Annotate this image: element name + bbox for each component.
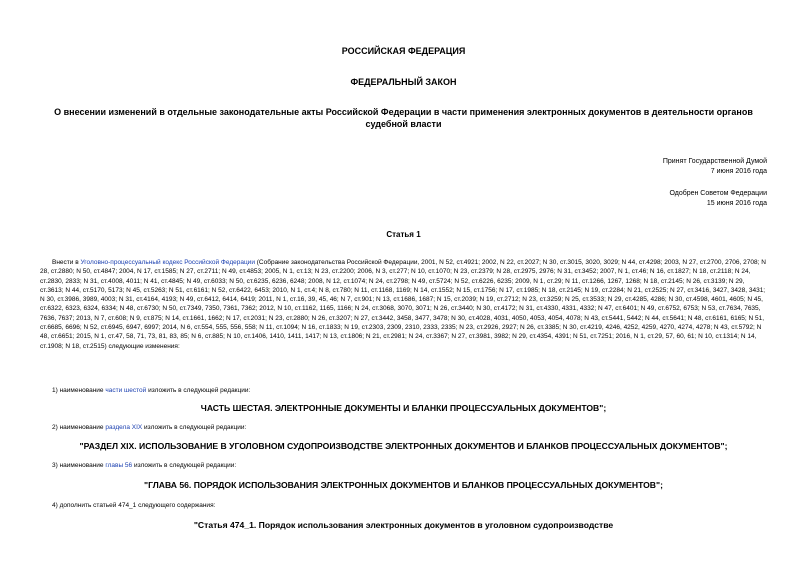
intro-prefix: Внести в [52, 259, 81, 266]
amendment-heading-4: "Статья 474_1. Порядок использования электронных документов в уголовном судопроизводстве [193, 520, 614, 530]
item-3-prefix: 3) наименование [52, 462, 106, 469]
doc-type-heading: ФЕДЕРАЛЬНЫЙ ЗАКОН [350, 77, 457, 87]
adopted-label: Принят Государственной Думой [662, 158, 767, 165]
approved-date: 15 июня 2016 года [706, 200, 767, 207]
approved-label: Одобрен Советом Федерации [669, 190, 767, 197]
adopted-date: 7 июня 2016 года [710, 168, 767, 175]
item-2-prefix: 2) наименование [52, 424, 106, 431]
item-2-suffix: изложить в следующей редакции: [142, 424, 247, 431]
article-title: Статья 1 [386, 230, 421, 239]
article-intro-paragraph [40, 258, 767, 351]
country-heading: РОССИЙСКАЯ ФЕДЕРАЦИЯ [341, 46, 466, 56]
amendment-item-1 [52, 387, 250, 394]
amendment-item-4 [52, 502, 215, 509]
law-title-line-2: судебной власти [365, 119, 442, 129]
criminal-procedure-code-link[interactable]: Уголовно-процессуальный кодекс Российской Федерации [80, 259, 255, 266]
item-3-suffix: изложить в следующей редакции: [132, 462, 237, 469]
amendment-heading-2: "РАЗДЕЛ XIX. ИСПОЛЬЗОВАНИЕ В УГОЛОВНОМ СУДОПРОИЗВОДСТВЕ ЭЛЕКТРОННЫХ ДОКУМЕНТОВ И БЛАНКОВ ПРОЦЕССУАЛЬНЫХ ДОКУМЕНТОВ"; [79, 441, 728, 451]
item-1-prefix: 1) наименование [52, 387, 106, 394]
amendment-heading-3: "ГЛАВА 56. ПОРЯДОК ИСПОЛЬЗОВАНИЯ ЭЛЕКТРОННЫХ ДОКУМЕНТОВ И БЛАНКОВ ПРОЦЕССУАЛЬНЫХ ДОКУМЕНТОВ"; [144, 480, 663, 490]
amendment-heading-1: ЧАСТЬ ШЕСТАЯ. ЭЛЕКТРОННЫЕ ДОКУМЕНТЫ И БЛАНКИ ПРОЦЕССУАЛЬНЫХ ДОКУМЕНТОВ"; [200, 403, 607, 413]
adoption-block [663, 157, 767, 177]
item-4-prefix: 4) дополнить статьей 474_1 следующего содержания: [52, 502, 216, 509]
amendment-item-3 [52, 462, 236, 469]
intro-text: (Собрание законодательства Российской Федерации, 2001, N 52, ст.4921; 2002, N 22, ст.2027; N 30, ст.3015, 3020, 3029; N 44, ст.4298; 2003, N 27, ст.2700, 2706, 2708; N 28, ст.2880; N 50, ст.4847; 2004, N 17, ст.1585; N 27, ст.2711; N 49, ст.4853; 2005, N 1, ст.13; N 23, ст.2200; 2006, N 3, ст.277; N 10, ст.1070; N 23, ст.2379; N 28, ст.2975, 2976; N 31, ст.3452; 2007, N 1, ст.46; N 16, ст.1827; N 18, ст.2118; N 24, ст.2830, 2833; N 31, ст.4008, 4011; N 41, ст.4845; N 49, ст.6033; N 50, ст.6235, 6236, 6248; 2008, N 12, ст.1074; N 24, ст.2798; N 49, ст.5724; N 52, ст.6226, 6235; 2009, N 1, ст.29; N 11, ст.1266, 1267, 1268; N 18, ст.2145; N 26, ст.3139; N 29, ст.3613; N 44, ст.5170, 5173; N 45, ст.5263; N 51, ст.6161; N 52, ст.6422, 6453; 2010, N 1, ст.4; N 8, ст.780; N 11, ст.1168, 1169; N 14, ст.1552; N 15, ст.1756; N 17, ст.1985; N 18, ст.2145; N 19, ст.2284; N 21, ст.2525; N 27, ст.3416, 3427, 3428, 3431; N 30, ст.3986, 3989, 4003; N 31, ст.4164, 4193; N 49, ст.6412, 6414, 6419; 2011, N 1, ст.16, 39, 45, 46; N 7, ст.901; N 13, ст.1686, 1687; N 15, ст.2039; N 19, ст.2712; N 23, ст.3259; N 25, ст.3533; N 29, ст.4285, 4286; N 30, ст.4598, 4601, 4605; N 45, ст.6322, 6323, 6324, 6334; N 48, ст.6730; N 50, ст.7349, 7350, 7361, 7362; 2012, N 10, ст.1162, 1165, 1166; N 24, ст.3068, 3070, 3071; N 26, ст.3440; N 30, ст.4172; N 31, ст.4330, 4331, 4332; N 47, ст.6401; N 49, ст.6752, 6753; N 53, ст.7634, 7635, 7636, 7637; 2013, N 7, ст.608; N 9, ст.875; N 14, ст.1661, 1662; N 17, ст.2031; N 23, ст.2880; N 26, ст.3207; N 27, ст.3442, 3458, 3477, 3478; N 30, ст.4028, 4031, 4050, 4053, 4054, 4078; N 43, ст.5441, 5442; N 44, ст.5641; N 48, ст.6161, 6165; N 51, ст.6685, 6696; N 52, ст.6945, 6947, 6997; 2014, N 6, ст.554, 555, 556, 558; N 11, ст.1094; N 16, ст.1833; N 19, ст.2303, 2309, 2310, 2333, 2335; N 23, ст.2926, 2927; N 26, ст.3385; N 30, ст.4219, 4246, 4252, 4259, 4270, 4274, 4278; N 43, ст.5792; N 48, ст.6651; 2015, N 1, ст.47, 58, 71, 73, 81, 83, 85; N 6, ст.885; N 10, ст.1406, 1410, 1411, 1417; N 13, ст.1806; N 21, ст.2981; N 24, ст.3367; N 27, ст.3981, 3982; N 29, ст.4354, 4391; N 51, ст.7251; 2016, N 1, ст.29, 57, 60, 61; N 10, ст.1314; N 14, ст.1908; N 18, ст.2515) следующие изменения: [40, 259, 766, 350]
part-six-link[interactable]: части шестой [105, 387, 147, 394]
section-xix-link[interactable]: раздела XIX [105, 424, 143, 431]
approval-block [669, 189, 767, 209]
amendment-item-2 [52, 424, 246, 431]
law-title-line-1: О внесении изменений в отдельные законодательные акты Российской Федерации в части применения электронных документов в деятельности органов [54, 107, 753, 117]
item-1-suffix: изложить в следующей редакции: [146, 387, 251, 394]
chapter-56-link[interactable]: главы 56 [105, 462, 133, 469]
